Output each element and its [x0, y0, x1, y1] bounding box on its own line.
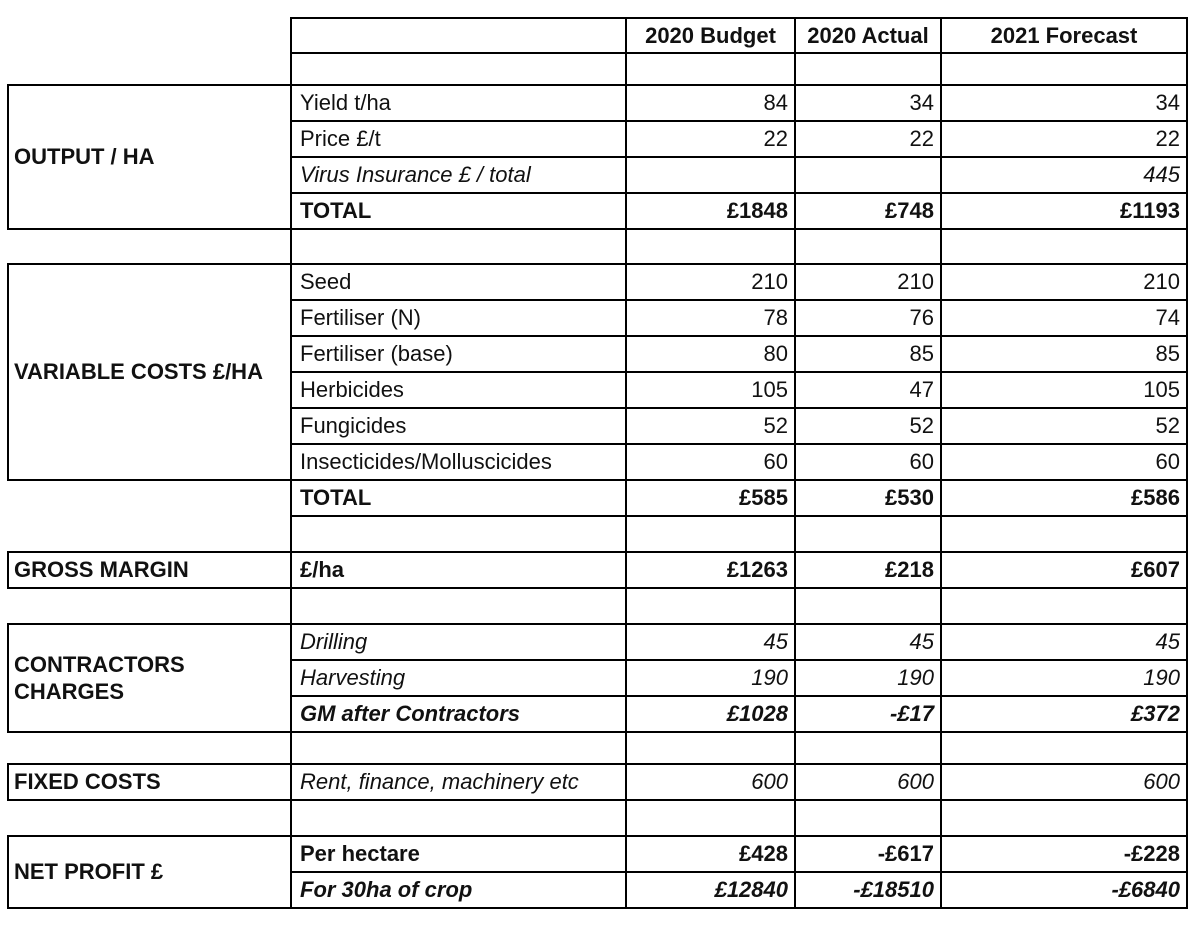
value-cell: 22 — [794, 120, 942, 158]
value-cell: £607 — [940, 551, 1188, 589]
row-label: Rent, finance, machinery etc — [290, 763, 627, 801]
section-label-net: NET PROFIT £ — [7, 835, 292, 909]
value-cell: £428 — [625, 835, 796, 873]
row-label — [290, 731, 627, 765]
value-cell: 60 — [794, 443, 942, 481]
column-header: 2020 Budget — [625, 17, 796, 54]
row-label: £/ha — [290, 551, 627, 589]
row-label: Virus Insurance £ / total — [290, 156, 627, 194]
row-label: Harvesting — [290, 659, 627, 697]
value-cell: £530 — [794, 479, 942, 517]
value-cell: £1028 — [625, 695, 796, 733]
value-cell: £1193 — [940, 192, 1188, 230]
value-cell: £218 — [794, 551, 942, 589]
value-cell: £12840 — [625, 871, 796, 909]
value-cell — [940, 515, 1188, 553]
value-cell: 45 — [940, 623, 1188, 661]
row-label: Seed — [290, 263, 627, 301]
section-label-gross: GROSS MARGIN — [7, 551, 292, 589]
section-label-output: OUTPUT / HA — [7, 84, 292, 230]
row-label — [290, 228, 627, 265]
value-cell — [794, 587, 942, 625]
value-cell: £585 — [625, 479, 796, 517]
value-cell: 52 — [794, 407, 942, 445]
value-cell — [794, 799, 942, 837]
row-label: Price £/t — [290, 120, 627, 158]
value-cell: 210 — [940, 263, 1188, 301]
value-cell — [794, 228, 942, 265]
value-cell: 105 — [940, 371, 1188, 409]
header-blank-cell — [290, 17, 627, 54]
value-cell: 105 — [625, 371, 796, 409]
value-cell: 60 — [625, 443, 796, 481]
value-cell: -£617 — [794, 835, 942, 873]
value-cell — [625, 228, 796, 265]
value-cell: £586 — [940, 479, 1188, 517]
value-cell: 22 — [625, 120, 796, 158]
value-cell: 80 — [625, 335, 796, 373]
value-cell: 47 — [794, 371, 942, 409]
value-cell — [940, 228, 1188, 265]
value-cell — [794, 52, 942, 86]
row-label: GM after Contractors — [290, 695, 627, 733]
row-label: Herbicides — [290, 371, 627, 409]
value-cell — [940, 587, 1188, 625]
section-label-variable: VARIABLE COSTS £/HA — [7, 263, 292, 481]
row-label: Insecticides/Molluscicides — [290, 443, 627, 481]
value-cell — [794, 731, 942, 765]
row-label: TOTAL — [290, 192, 627, 230]
value-cell — [625, 515, 796, 553]
value-cell: £1848 — [625, 192, 796, 230]
value-cell — [940, 799, 1188, 837]
value-cell: 52 — [625, 407, 796, 445]
column-header: 2021 Forecast — [940, 17, 1188, 54]
value-cell: 34 — [794, 84, 942, 122]
value-cell: 34 — [940, 84, 1188, 122]
value-cell: 45 — [625, 623, 796, 661]
value-cell: 190 — [625, 659, 796, 697]
value-cell: 600 — [940, 763, 1188, 801]
value-cell: 190 — [794, 659, 942, 697]
value-cell: 22 — [940, 120, 1188, 158]
value-cell: 600 — [625, 763, 796, 801]
value-cell: -£17 — [794, 695, 942, 733]
column-header: 2020 Actual — [794, 17, 942, 54]
row-label: TOTAL — [290, 479, 627, 517]
value-cell: 190 — [940, 659, 1188, 697]
row-label: For 30ha of crop — [290, 871, 627, 909]
value-cell: 210 — [625, 263, 796, 301]
value-cell: -£18510 — [794, 871, 942, 909]
value-cell — [794, 156, 942, 194]
value-cell: 78 — [625, 299, 796, 337]
section-label-fixed: FIXED COSTS — [7, 763, 292, 801]
value-cell: 600 — [794, 763, 942, 801]
value-cell — [625, 731, 796, 765]
value-cell: 45 — [794, 623, 942, 661]
value-cell: £1263 — [625, 551, 796, 589]
value-cell: 76 — [794, 299, 942, 337]
row-label: Fungicides — [290, 407, 627, 445]
value-cell: -£6840 — [940, 871, 1188, 909]
section-label-contractors: CONTRACTORS CHARGES — [7, 623, 292, 733]
row-label — [290, 52, 627, 86]
row-label — [290, 587, 627, 625]
value-cell: 52 — [940, 407, 1188, 445]
value-cell: £748 — [794, 192, 942, 230]
value-cell: -£228 — [940, 835, 1188, 873]
value-cell: 445 — [940, 156, 1188, 194]
value-cell: 85 — [940, 335, 1188, 373]
value-cell: 74 — [940, 299, 1188, 337]
value-cell — [625, 52, 796, 86]
row-label: Fertiliser (base) — [290, 335, 627, 373]
value-cell: £372 — [940, 695, 1188, 733]
value-cell — [794, 515, 942, 553]
value-cell: 60 — [940, 443, 1188, 481]
value-cell — [940, 731, 1188, 765]
row-label — [290, 515, 627, 553]
value-cell — [625, 156, 796, 194]
row-label: Fertiliser (N) — [290, 299, 627, 337]
row-label: Yield t/ha — [290, 84, 627, 122]
value-cell: 210 — [794, 263, 942, 301]
value-cell: 85 — [794, 335, 942, 373]
value-cell — [625, 799, 796, 837]
row-label: Drilling — [290, 623, 627, 661]
row-label — [290, 799, 627, 837]
value-cell — [625, 587, 796, 625]
value-cell — [940, 52, 1188, 86]
row-label: Per hectare — [290, 835, 627, 873]
value-cell: 84 — [625, 84, 796, 122]
